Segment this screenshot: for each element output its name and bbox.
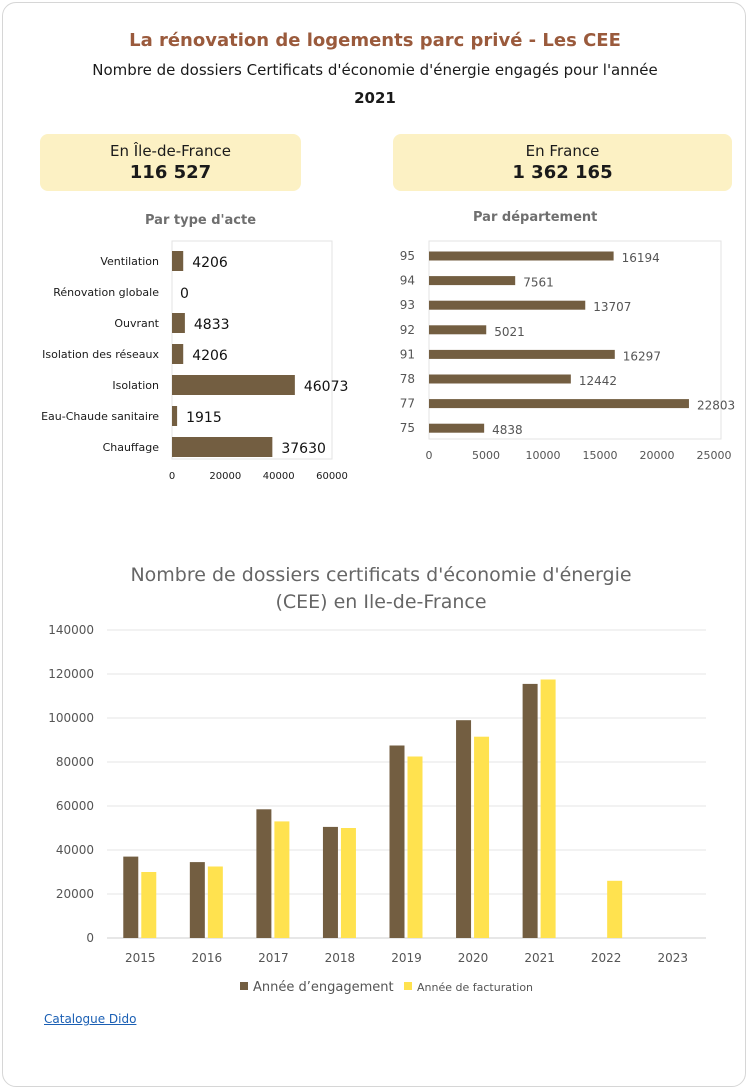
- bar-facturation: [408, 757, 423, 939]
- catalogue-dido-link[interactable]: Catalogue Dido: [44, 1012, 137, 1026]
- x-tick-label: 2022: [590, 951, 622, 965]
- bar: [429, 252, 614, 261]
- x-tick-label: 2019: [391, 951, 422, 965]
- category-label: Chauffage: [102, 441, 159, 454]
- data-label: 16194: [621, 251, 660, 265]
- y-tick-label: 60000: [55, 799, 94, 813]
- x-tick-label: 25000: [696, 449, 732, 462]
- y-tick-label: 140000: [48, 623, 94, 637]
- legend-swatch: [404, 982, 412, 990]
- y-tick-label: 80000: [55, 755, 94, 769]
- bar-engagement: [390, 746, 405, 939]
- x-tick-label: 2016: [191, 951, 223, 965]
- chart-cee-idf: [0, 550, 750, 1010]
- data-label: 13707: [593, 300, 632, 315]
- bar: [429, 399, 689, 408]
- bar-facturation: [541, 680, 556, 939]
- category-label: Ouvrant: [114, 317, 159, 330]
- y-tick-label: 40000: [55, 843, 94, 857]
- category-label: 95: [399, 249, 415, 263]
- legend-swatch: [240, 982, 248, 990]
- bar: [429, 424, 484, 433]
- x-tick-label: 2020: [457, 951, 489, 965]
- y-tick-label: 100000: [48, 711, 94, 725]
- category-label: 77: [399, 396, 415, 411]
- bar: [172, 313, 185, 333]
- page-year: 2021: [354, 89, 396, 107]
- data-label: 46073: [303, 379, 349, 395]
- bar-facturation: [274, 821, 289, 938]
- kpi-idf-card: [40, 134, 301, 191]
- bar: [172, 406, 177, 426]
- data-label: 12442: [578, 374, 618, 388]
- x-tick-label: 20000: [639, 449, 675, 462]
- category-label: Eau-Chaude sanitaire: [41, 410, 159, 423]
- chart-type-acte: [0, 236, 370, 496]
- data-label: 4206: [192, 255, 228, 271]
- kpi-france-card: [393, 134, 732, 191]
- y-tick-label: 0: [86, 931, 94, 945]
- data-label: 37630: [281, 441, 326, 457]
- category-label: Isolation: [112, 379, 159, 392]
- chart-type-title: Par type d'acte: [145, 213, 257, 228]
- bar-engagement: [190, 862, 205, 938]
- x-tick-label: 60000: [316, 471, 348, 482]
- kpi-idf-value: 116 527: [129, 162, 212, 183]
- kpi-france-label: En France: [525, 142, 600, 160]
- x-tick-label: 2023: [657, 951, 688, 965]
- chart-departement: [370, 236, 750, 476]
- data-label: 22803: [696, 398, 736, 413]
- x-tick-label: 20000: [209, 471, 242, 482]
- x-tick-label: 40000: [262, 471, 295, 482]
- y-tick-label: 120000: [48, 667, 94, 681]
- chart-title-line: Nombre de dossiers certificats d'économie d'énergie: [130, 564, 632, 586]
- bar-facturation: [607, 881, 622, 938]
- kpi-france-value: 1 362 165: [512, 162, 613, 183]
- y-tick-label: 20000: [55, 887, 94, 901]
- category-label: Isolation des réseaux: [42, 348, 159, 361]
- category-label: 78: [399, 372, 415, 386]
- x-tick-label: 2017: [258, 951, 289, 965]
- category-label: 91: [399, 347, 415, 362]
- legend-label: Année de facturation: [417, 981, 534, 994]
- x-tick-label: 2015: [125, 951, 156, 965]
- data-label: 4206: [192, 348, 228, 364]
- bar: [429, 301, 585, 310]
- bar-engagement: [323, 827, 338, 938]
- x-tick-label: 2021: [524, 951, 555, 965]
- bar: [429, 375, 571, 384]
- bar-facturation: [208, 867, 223, 939]
- bar: [429, 350, 615, 359]
- page-subtitle: Nombre de dossiers Certificats d'économie d'énergie engagés pour l'année: [92, 61, 658, 79]
- page-title: La rénovation de logements parc privé - Les CEE: [129, 30, 621, 51]
- category-label: 75: [399, 421, 415, 436]
- data-label: 4833: [193, 317, 230, 333]
- bar-engagement: [456, 720, 471, 938]
- bar: [429, 325, 486, 334]
- bar: [172, 251, 183, 271]
- x-tick-label: 10000: [525, 449, 561, 462]
- bar: [172, 437, 272, 457]
- x-tick-label: 0: [168, 471, 176, 482]
- data-label: 4838: [492, 423, 523, 438]
- category-label: 94: [399, 273, 415, 288]
- kpi-idf-label: En Île-de-France: [109, 142, 232, 160]
- legend-label: Année d’engagement: [253, 980, 394, 995]
- bar-facturation: [474, 737, 489, 938]
- data-label: 16297: [622, 349, 661, 364]
- bar-engagement: [123, 857, 138, 938]
- bar: [429, 276, 515, 285]
- category-label: 93: [399, 298, 415, 313]
- x-tick-label: 0: [425, 449, 433, 462]
- data-label: 0: [180, 286, 189, 302]
- category-label: 92: [399, 322, 415, 337]
- bar-engagement: [523, 684, 538, 938]
- chart-title-line: (CEE) en Ile-de-France: [275, 591, 487, 613]
- bar-facturation: [341, 828, 356, 938]
- bar: [172, 344, 183, 364]
- bar-engagement: [256, 809, 271, 938]
- data-label: 7561: [523, 275, 554, 290]
- bar-facturation: [141, 872, 156, 938]
- category-label: Ventilation: [100, 255, 159, 268]
- chart-dept-title: Par département: [473, 210, 598, 225]
- x-tick-label: 15000: [582, 449, 618, 462]
- plot-area: [429, 241, 721, 439]
- data-label: 5021: [494, 324, 525, 339]
- category-label: Rénovation globale: [53, 286, 159, 299]
- x-tick-label: 5000: [472, 449, 500, 462]
- bar: [172, 375, 295, 395]
- x-tick-label: 2018: [324, 951, 356, 965]
- data-label: 1915: [186, 410, 222, 426]
